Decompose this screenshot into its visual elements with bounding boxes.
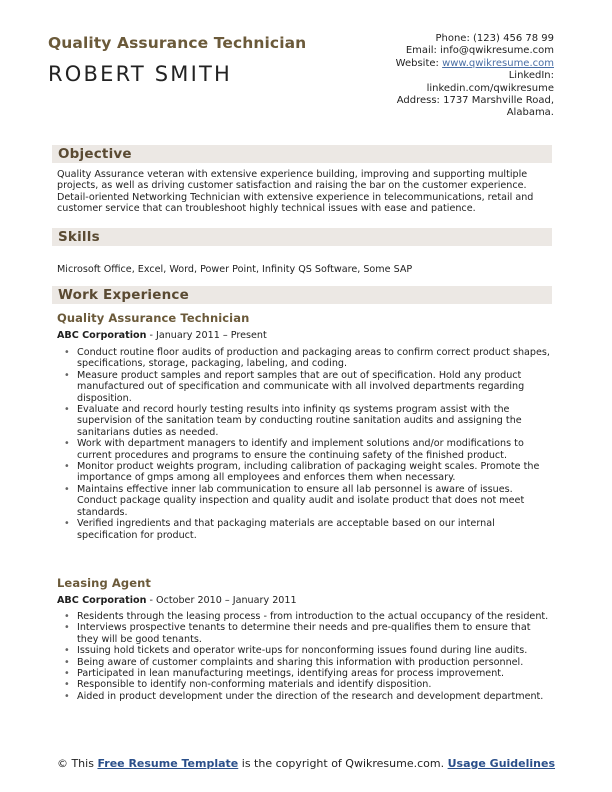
copyright-footer: © This Free Resume Template is the copyright of Qwikresume.com. Usage Guidelines: [56, 757, 556, 770]
job-bullets: [64, 611, 554, 702]
work-experience-heading: Work Experience: [52, 286, 552, 304]
job-dates: - October 2010 – January 2011: [146, 595, 297, 606]
objective-heading: Objective: [52, 145, 552, 163]
website-link[interactable]: www.qwikresume.com: [442, 57, 554, 69]
list-item: • Responsible to identify non-conforming materials and identify disposition.: [64, 679, 554, 690]
list-item: • Interviews prospective tenants to determine their needs and pre-qualifies them to ensure that they will be good tenants.: [64, 622, 554, 645]
resume-header: [48, 34, 558, 146]
job-role: Quality Assurance Technician: [57, 311, 250, 325]
list-item: • Issuing hold tickets and operator write-ups for nonconforming issues found during line audits.: [64, 645, 554, 656]
list-item: • Participated in lean manufacturing meetings, identifying areas for process improvement.: [64, 668, 554, 679]
list-item: • Aided in product development under the direction of the research and development department.: [64, 691, 554, 702]
skills-heading: Skills: [52, 228, 552, 246]
list-item: • Measure product samples and report samples that are out of specification. Hold any product manufactured out of specification and communicate with all involved departments regarding disposition.: [64, 370, 554, 404]
job-role: Leasing Agent: [57, 576, 152, 590]
objective-text: Quality Assurance veteran with extensive experience building, improving and supporting multiple projects, as well as driving customer satisfaction and raising the bar on the customer experience. Detail-oriented Networking Technician with extensive experience in telecommunications, retail and customer service that can troubleshoot highly technical issues with ease and patience.: [57, 169, 534, 215]
contact-email: Email: info@qwikresume.com: [405, 45, 554, 57]
list-item: • Verified ingredients and that packaging materials are acceptable based on our internal specification for product.: [64, 518, 554, 541]
free-resume-template-link[interactable]: Free Resume Template: [97, 757, 239, 770]
skills-text: Microsoft Office, Excel, Word, Power Point, Infinity QS Software, Some SAP: [57, 264, 413, 275]
usage-guidelines-link[interactable]: Usage Guidelines: [447, 757, 556, 770]
job-title: Quality Assurance Technician: [48, 34, 307, 52]
company-name: ABC Corporation: [57, 595, 147, 606]
job-bullets: [64, 347, 554, 541]
contact-linkedin-label: LinkedIn:: [508, 70, 554, 82]
list-item: • Maintains effective inner lab communication to ensure all lab personnel is aware of issues. Conduct package quality inspection and quality audit and isolate product that does not meet standards.: [64, 484, 554, 518]
list-item: • Being aware of customer complaints and sharing this information with production personnel.: [64, 657, 554, 668]
list-item: • Evaluate and record hourly testing results into infinity qs systems program assist with the supervision of the sanitation team by conducting routine sanitation audits and assigning the sanitarians duties as needed.: [64, 404, 554, 438]
list-item: • Work with department managers to identify and implement solutions and/or modifications to current procedures and programs to ensure the continuing safety of the finished product.: [64, 438, 554, 461]
contact-website: Website: www.qwikresume.com: [395, 57, 554, 69]
list-item: • Residents through the leasing process - from introduction to the actual occupancy of the resident.: [64, 611, 554, 622]
list-item: • Monitor product weights program, including calibration of packaging weight scales. Promote the importance of gmps among all employees and enforces them when necessary.: [64, 461, 554, 484]
contact-block: [396, 33, 554, 120]
job-company-line: [57, 330, 267, 341]
list-item: • Conduct routine floor audits of production and packaging areas to confirm correct product shapes, specifications, storage, packaging, labeling, and coding.: [64, 347, 554, 370]
contact-linkedin: linkedin.com/qwikresume: [426, 82, 554, 94]
contact-phone: Phone: (123) 456 78 99: [435, 33, 554, 44]
job-dates: - January 2011 – Present: [146, 330, 267, 341]
contact-address-line2: Alabama.: [506, 107, 554, 119]
candidate-name: ROBERT SMITH: [48, 62, 233, 86]
company-name: ABC Corporation: [57, 330, 147, 341]
contact-address: Address: 1737 Marshville Road,: [396, 95, 554, 107]
job-company-line: [57, 595, 297, 606]
